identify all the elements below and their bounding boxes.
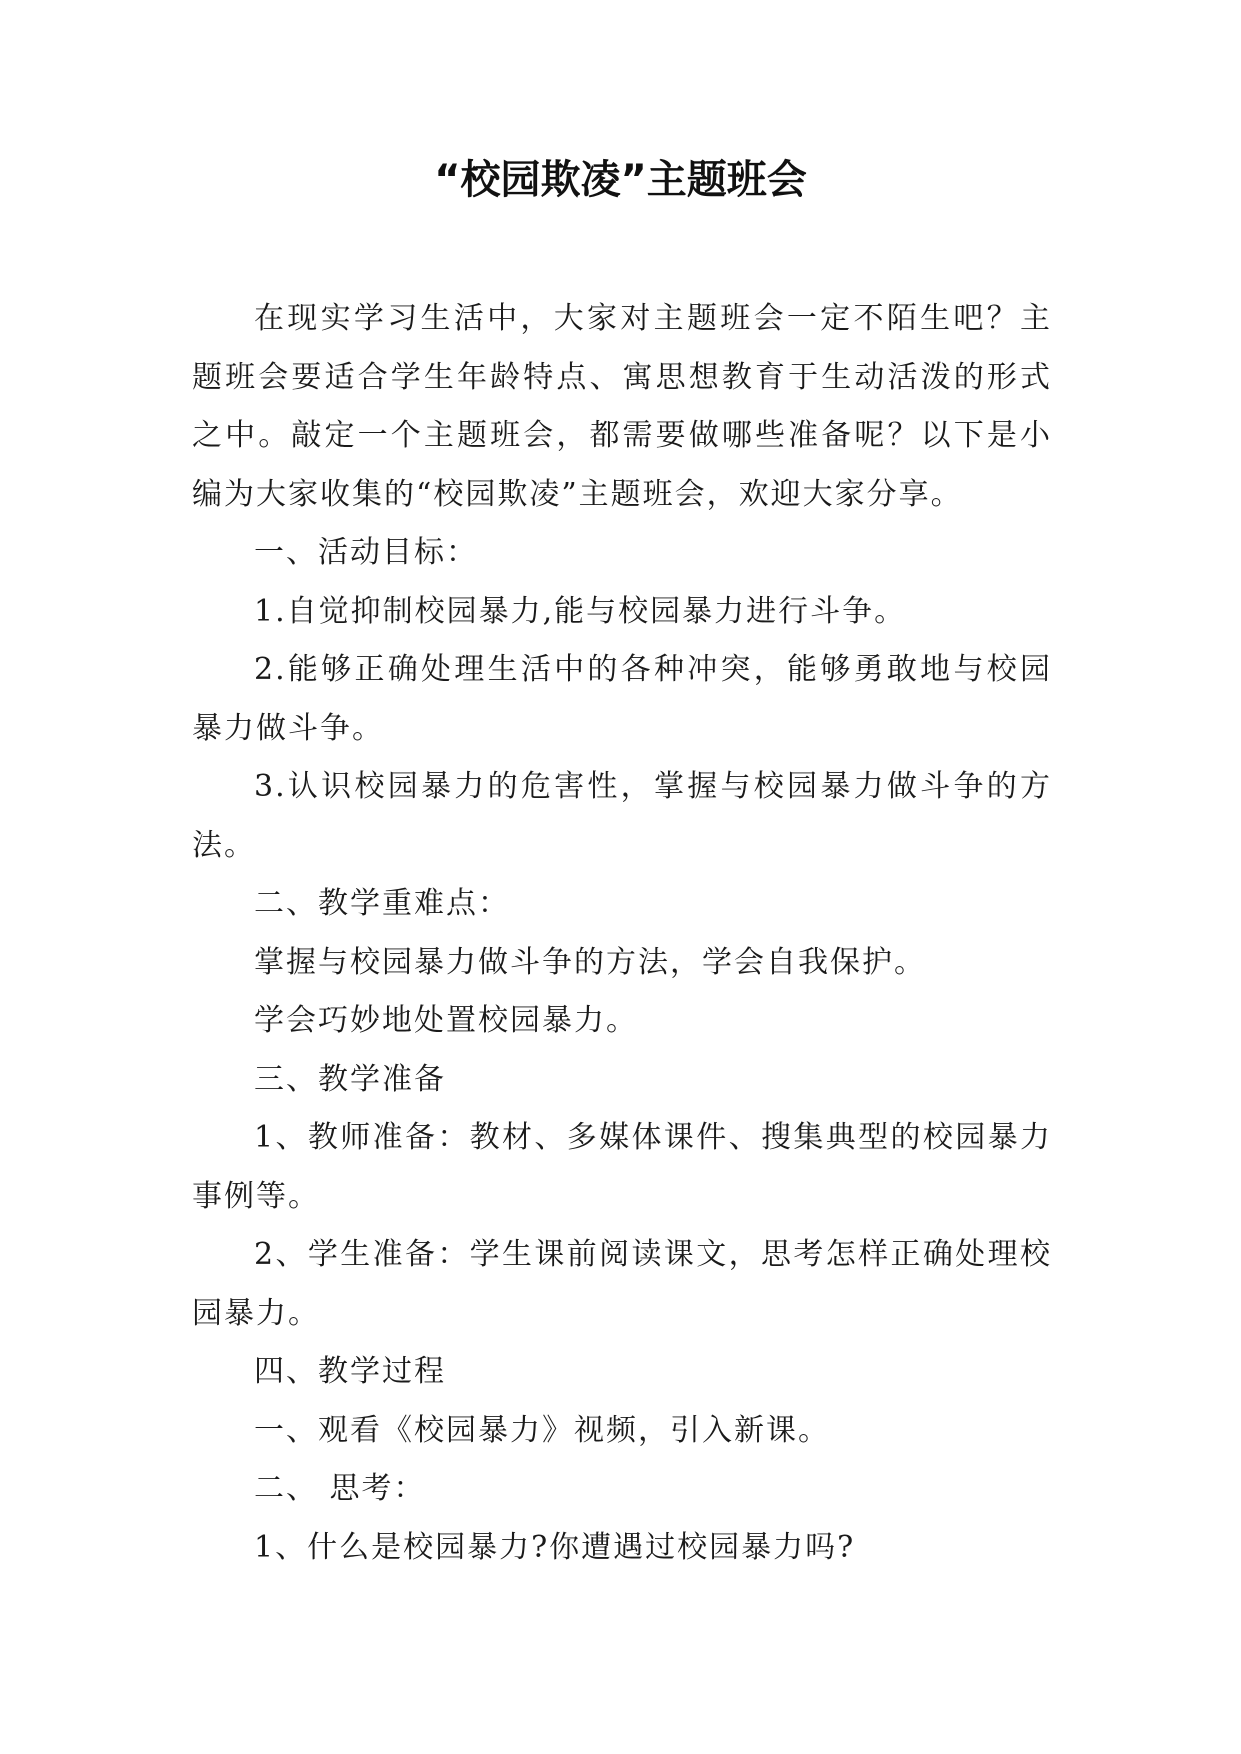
key-point-1: 掌握与校园暴力做斗争的方法，学会自我保护。 xyxy=(254,944,926,980)
intro-paragraph: 在现实学习生活中，大家对主题班会一定不陌生吧？主题班会要适合学生年龄特点、寓思想教育于生动活泼的形式之中。敲定一个主题班会，都需要做哪些准备呢？以下是小编为大家收集的“校园欺凌”主题班会，欢迎大家分享。 xyxy=(192,301,1052,512)
section-heading-key-points: 二、教学重难点： xyxy=(254,886,510,921)
objective-item-3: 3.认识校园暴力的危害性，掌握与校园暴力做斗争的方法。 xyxy=(192,769,1052,863)
process-step-1: 一、观看《校园暴力》视频，引入新课。 xyxy=(254,1412,830,1448)
document-title: “校园欺凌”主题班会 xyxy=(434,157,807,203)
process-question-1: 1、什么是校园暴力?你遭遇过校园暴力吗? xyxy=(254,1529,856,1565)
objective-item-2: 2.能够正确处理生活中的各种冲突，能够勇敢地与校园暴力做斗争。 xyxy=(192,652,1052,746)
preparation-teacher: 1、教师准备：教材、多媒体课件、搜集典型的校园暴力事例等。 xyxy=(192,1120,1052,1214)
key-point-2: 学会巧妙地处置校园暴力。 xyxy=(254,1003,638,1038)
document-body xyxy=(192,290,1052,1577)
section-heading-objectives: 一、活动目标： xyxy=(254,535,478,570)
section-heading-process: 四、教学过程 xyxy=(254,1354,446,1389)
section-heading-preparation: 三、教学准备 xyxy=(254,1061,446,1097)
preparation-student: 2、学生准备：学生课前阅读课文，思考怎样正确处理校园暴力。 xyxy=(192,1237,1052,1331)
objective-item-1: 1.自觉抑制校园暴力,能与校园暴力进行斗争。 xyxy=(254,593,907,629)
process-step-2: 二、 思考： xyxy=(254,1471,426,1506)
